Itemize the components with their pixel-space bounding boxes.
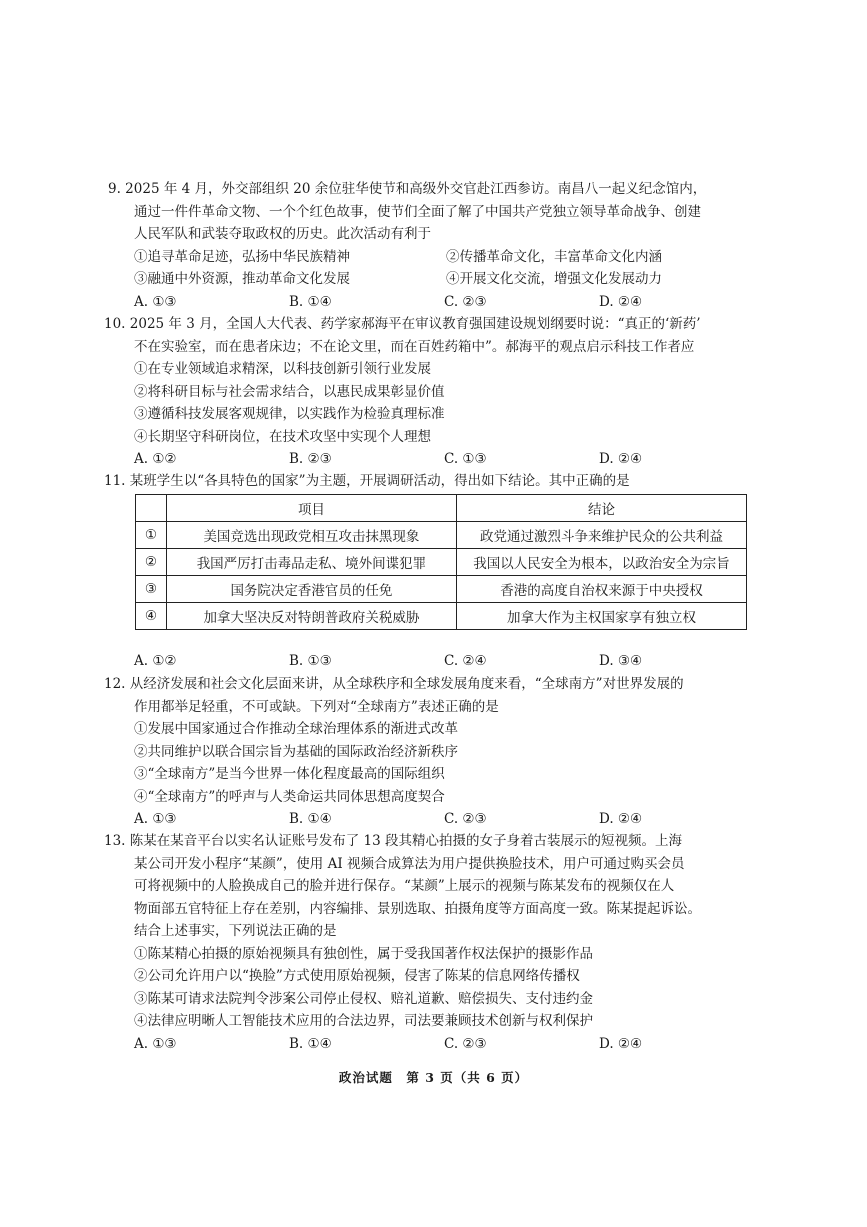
answer-options (112, 650, 762, 673)
option-d: D. ②④ (599, 293, 643, 310)
table-header: 结论 (456, 495, 746, 522)
option-d: D. ③④ (599, 653, 643, 669)
question-stem-line: 结合上述事实，下列说法正确的是 (134, 923, 337, 939)
option-c: C. ②③ (444, 1035, 487, 1052)
question-11-options (112, 650, 762, 673)
question-stem-line: 9. 2025 年 4 月，外交部组织 20 余位驻华使节和高级外交官赴江西参访。南昌八一起义纪念馆内， (108, 181, 707, 197)
statement-item: ①在专业领域追求精深，以科技创新引领行业发展 (134, 361, 431, 377)
table-row (136, 549, 747, 576)
statement-item: ③陈某可请求法院判令涉案公司停止侵权、赔礼道歉、赔偿损失、支付违约金 (134, 990, 593, 1007)
statement-item: ③“全球南方”是当今世界一体化程度最高的国际组织 (134, 766, 445, 782)
option-d: D. ②④ (599, 1035, 643, 1052)
table-cell: 我国严厉打击毒品走私、境外间谍犯罪 (166, 549, 456, 576)
table-cell: 国务院决定香港官员的任免 (166, 576, 456, 603)
table-header-row (136, 495, 747, 522)
option-b: B. ②③ (289, 451, 332, 467)
statement-item: ④“全球南方”的呼声与人类命运共同体思想高度契合 (134, 788, 445, 805)
option-a: A. ①② (134, 451, 177, 467)
question-stem-line: 不在实验室，而在患者床边；不在论文里，而在百姓药箱中”。郝海平的观点启示科技工作者应 (134, 338, 695, 355)
answer-options (112, 448, 762, 471)
question-13 (104, 830, 762, 1055)
option-d: D. ②④ (599, 811, 643, 827)
question-stem-line: 人民军队和武装夺取政权的历史。此次活动有利于 (134, 226, 431, 242)
option-b: B. ①④ (289, 811, 332, 827)
table-cell: ① (136, 522, 167, 549)
option-b: B. ①④ (289, 293, 332, 310)
question-stem-line: 物面部五官特征上存在差别，内容编排、景别选取、拍摄角度等方面高度一致。陈某提起诉讼。 (134, 900, 701, 917)
table-row (136, 522, 747, 549)
question-stem-line: 13. 陈某在某音平台以实名认证账号发布了 13 段其精心拍摄的女子身着古装展示的短视频。上海 (104, 833, 683, 849)
conclusion-table (135, 494, 747, 630)
table-cell: ② (136, 549, 167, 576)
table-cell: ④ (136, 603, 167, 630)
page-footer: 政治试题 第 3 页（共 6 页） (338, 1070, 529, 1085)
option-a: A. ①② (134, 653, 177, 669)
question-9 (108, 178, 762, 313)
question-stem-line: 11. 某班学生以“各具特色的国家”为主题，开展调研活动，得出如下结论。其中正确的是 (104, 473, 630, 489)
table-cell: 美国竞选出现政党相互攻击抹黑现象 (166, 522, 456, 549)
answer-options (112, 291, 762, 314)
statement-item: ②共同维护以联合国宗旨为基础的国际政治经济新秩序 (134, 743, 458, 760)
table-cell: 香港的高度自治权来源于中央授权 (456, 576, 746, 603)
statement-item: ④长期坚守科研岗位，在技术攻坚中实现个人理想 (134, 428, 431, 445)
question-12 (104, 673, 762, 831)
statement-row (112, 268, 762, 291)
table-cell: 加拿大作为主权国家享有独立权 (456, 603, 746, 630)
option-a: A. ①③ (134, 293, 177, 310)
table-cell: 政党通过激烈斗争来维护民众的公共利益 (456, 522, 746, 549)
option-c: C. ②③ (444, 293, 487, 310)
option-d: D. ②④ (599, 451, 643, 467)
option-b: B. ①③ (289, 653, 332, 669)
statement-item: ④开展文化交流，增强文化发展动力 (446, 271, 662, 287)
question-stem-line: 某公司开发小程序“某颜”，使用 AI 视频合成算法为用户提供换脸技术，用户可通过购买会员 (134, 855, 685, 872)
statement-item: ①陈某精心拍摄的原始视频具有独创性，属于受我国著作权法保护的摄影作品 (134, 945, 593, 962)
statement-item: ①追寻革命足迹，弘扬中华民族精神 (134, 248, 350, 265)
table-cell: 加拿大坚决反对特朗普政府关税威胁 (166, 603, 456, 630)
question-stem-line: 可将视频中的人脸换成自己的脸并进行保存。“某颜”上展示的视频与陈某发布的视频仅在人 (134, 878, 675, 894)
statement-item: ④法律应明晰人工智能技术应用的合法边界，司法要兼顾技术创新与权利保护 (134, 1013, 593, 1029)
option-a: A. ①③ (134, 811, 177, 827)
table-cell: ③ (136, 576, 167, 603)
table-cell (136, 495, 167, 522)
answer-options (112, 1033, 762, 1056)
option-c: C. ②④ (444, 653, 487, 669)
question-stem-line: 作用都举足轻重，不可或缺。下列对“全球南方”表述正确的是 (134, 698, 499, 715)
answer-options (112, 808, 762, 831)
table-row (136, 603, 747, 630)
question-10 (104, 313, 762, 471)
option-c: C. ②③ (444, 811, 487, 827)
statement-row (112, 246, 762, 269)
option-c: C. ①③ (444, 451, 487, 467)
question-stem-line: 通过一件件革命文物、一个个红色故事，使节们全面了解了中国共产党独立领导革命战争、创建 (134, 203, 701, 220)
statement-item: ②传播革命文化，丰富革命文化内涵 (446, 248, 662, 265)
statement-item: ②公司允许用户以“换脸”方式使用原始视频，侵害了陈某的信息网络传播权 (134, 968, 580, 984)
table-header: 项目 (166, 495, 456, 522)
question-stem-line: 10. 2025 年 3 月，全国人大代表、药学家郝海平在审议教育强国建设规划纲要时说：“真正的‘新药’ (104, 316, 701, 332)
statement-item: ③遵循科技发展客观规律，以实践作为检验真理标准 (134, 406, 445, 422)
table-cell: 我国以人民安全为根本，以政治安全为宗旨 (456, 549, 746, 576)
statement-item: ②将科研目标与社会需求结合，以惠民成果彰显价值 (134, 383, 445, 400)
statement-item: ③融通中外资源，推动革命文化发展 (134, 271, 350, 287)
table-row (136, 576, 747, 603)
question-11 (104, 470, 762, 493)
statement-item: ①发展中国家通过合作推动全球治理体系的渐进式改革 (134, 721, 458, 737)
option-a: A. ①③ (134, 1035, 177, 1052)
option-b: B. ①④ (289, 1035, 332, 1052)
question-stem-line: 12. 从经济发展和社会文化层面来讲，从全球秩序和全球发展角度来看，“全球南方”对世界发展的 (104, 676, 684, 692)
